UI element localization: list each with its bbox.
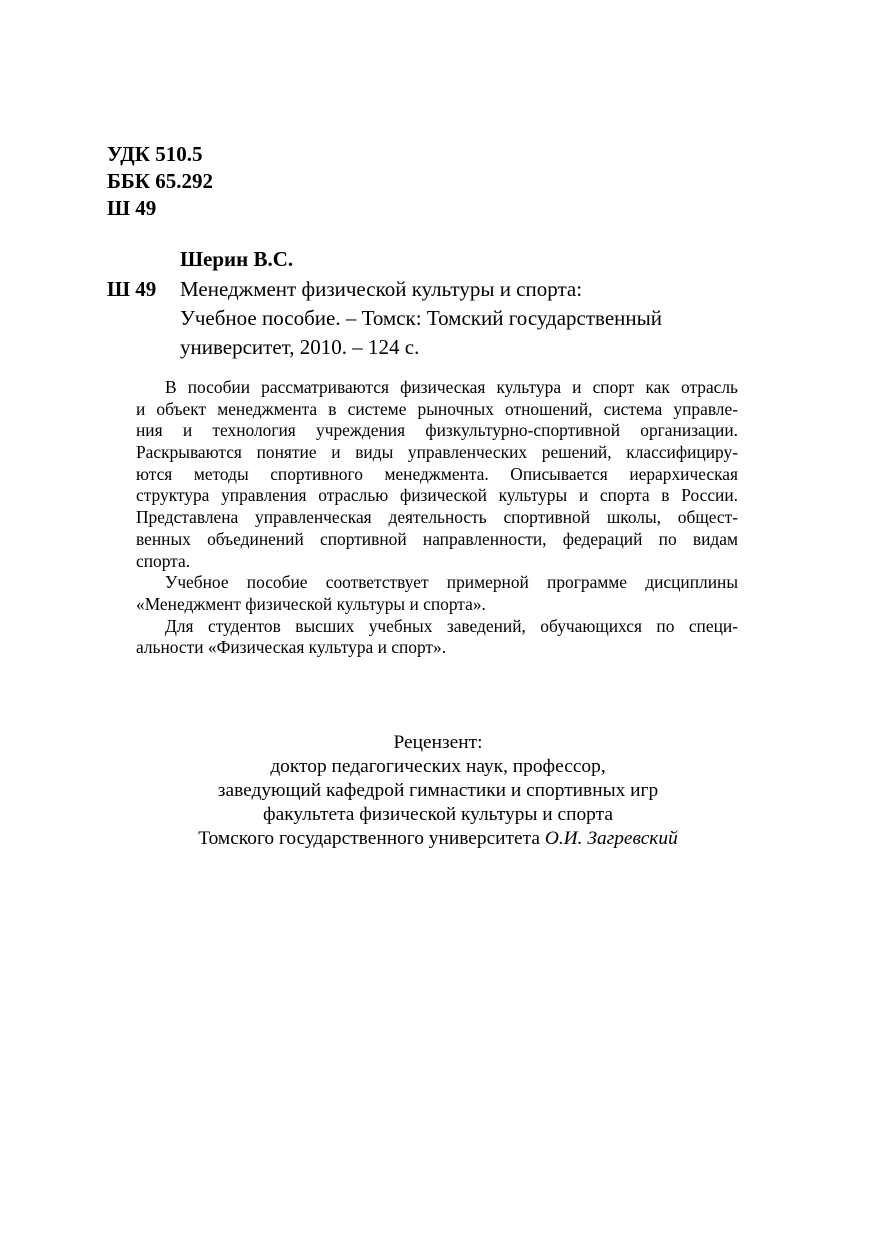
entry-description <box>180 275 767 362</box>
reviewer-name: О.И. Загревский <box>544 828 678 849</box>
entry-line: Учебное пособие. – Томск: Томский государственный <box>180 306 662 330</box>
reviewer-line: доктор педагогических наук, профессор, <box>270 756 606 777</box>
entry-line: Менеджмент физической культуры и спорта: <box>180 277 583 301</box>
reviewer-line: факультета физической культуры и спорта <box>263 804 613 825</box>
reviewer-university: Томского государственного университета <box>198 828 540 849</box>
reviewer-affiliation-line <box>100 827 776 851</box>
annotation-line: ются методы спортивного менеджмента. Описывается иерархическая <box>136 463 738 484</box>
annotation-line: структура управления отраслью физической культуры и спорта в России. <box>136 485 738 506</box>
annotation-line: Учебное пособие соответствует примерной программе дисциплины <box>165 572 738 593</box>
entry-line: университет, 2010. – 124 с. <box>180 335 420 359</box>
udk-code: УДК 510.5 <box>107 142 203 166</box>
bibliographic-entry <box>107 245 767 362</box>
classification-codes <box>107 141 213 222</box>
entry-block <box>107 275 767 362</box>
annotation-line: «Менеджмент физической культуры и спорта». <box>136 593 486 614</box>
reviewer-line: заведующий кафедрой гимнастики и спортивных игр <box>217 780 659 801</box>
entry-code: Ш 49 <box>107 277 157 301</box>
bbk-code: ББК 65.292 <box>107 169 213 193</box>
annotation-line: венных объединений спортивной направленности, федераций по видам <box>136 528 738 549</box>
reviewer-heading: Рецензент: <box>393 732 483 753</box>
author-name: Шерин В.С. <box>180 247 294 271</box>
annotation-line: Для студентов высших учебных заведений, обучающихся по специ- <box>165 615 738 636</box>
annotation-line: и объект менеджмента в системе рыночных отношений, система управле- <box>136 398 738 419</box>
annotation-line: Раскрываются понятие и виды управленческих решений, классифициру- <box>136 442 738 463</box>
annotation-line: Представлена управленческая деятельность спортивной школы, общест- <box>136 507 738 528</box>
annotation-line: альности «Физическая культура и спорт». <box>136 637 447 658</box>
author-mark-code: Ш 49 <box>107 196 157 220</box>
annotation-line: ния и технология учреждения физкультурно-спортивной организации. <box>136 420 738 441</box>
reviewer-block <box>100 731 776 851</box>
annotation-line: спорта. <box>136 550 191 571</box>
annotation <box>136 377 738 659</box>
annotation-line: В пособии рассматриваются физическая культура и спорт как отрасль <box>165 377 738 397</box>
